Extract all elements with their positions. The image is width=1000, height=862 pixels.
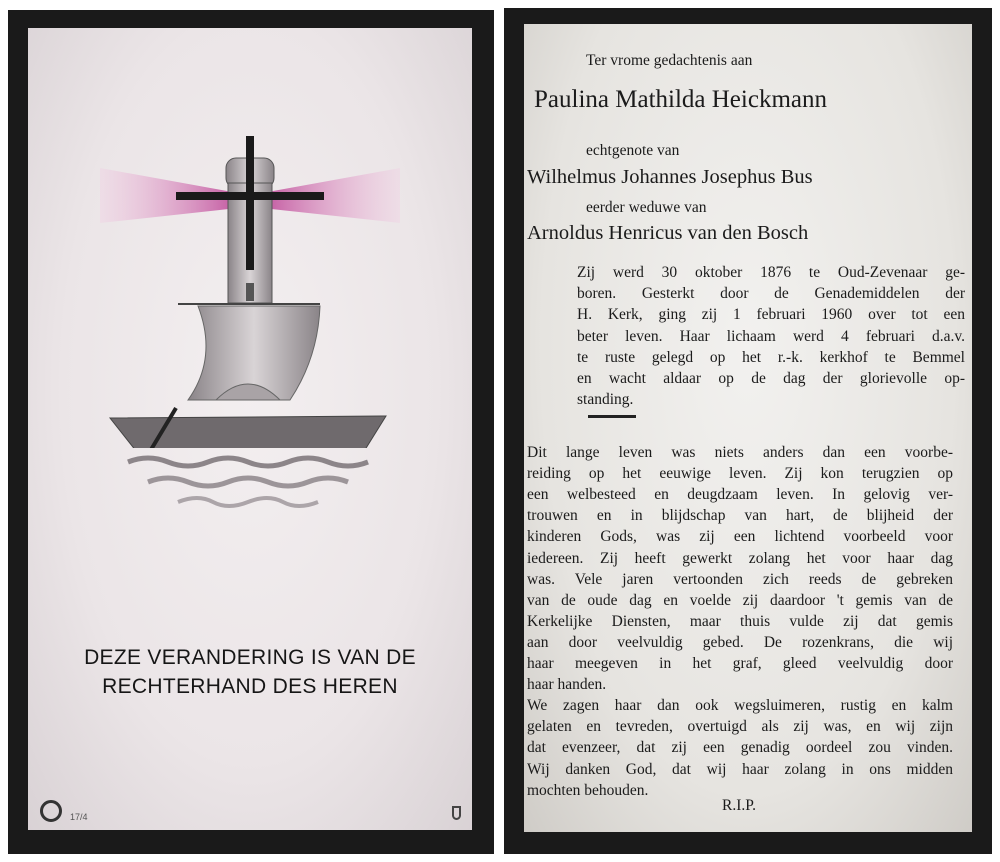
- text-line: haar handen.: [527, 676, 607, 694]
- text-line: en wacht aldaar op de dag der glorievolle op-: [577, 370, 965, 387]
- print-number: 17/4: [70, 812, 88, 822]
- text-line: trouwen en in blijdschap van hart, de blijheid der: [527, 507, 953, 525]
- waves: [28, 448, 472, 528]
- text-line: Dit lange leven was niets anders dan een voorbe-: [527, 444, 953, 461]
- intro-text: Ter vrome gedachtenis aan: [586, 52, 753, 69]
- previous-spouse-name: Arnoldus Henricus van den Bosch: [527, 222, 809, 244]
- text-line: boren. Gesterkt door de Genademiddelen der: [577, 285, 965, 303]
- text-line: te ruste gelegd op het r.-k. kerkhof te Bemmel: [577, 348, 965, 366]
- text-line: mochten behouden.: [527, 781, 649, 799]
- text-line: reiding op het eeuwige leven. Zij kon terugzien op: [527, 465, 953, 483]
- right-card-face: [524, 24, 972, 832]
- text-line: standing.: [577, 391, 634, 409]
- motto-line-1: DEZE VERANDERING IS VAN DE: [84, 646, 416, 669]
- text-line: een welbesteed en deugdzaam leven. In gelovig ver-: [527, 486, 953, 504]
- text-line: Kerkelijke Diensten, maar thuis vulde zij dat gemis: [527, 612, 953, 630]
- text-line: beter leven. Haar lichaam werd 4 februari d.a.v.: [577, 327, 965, 345]
- publisher-logo-icon: [40, 800, 62, 822]
- printer-mark-icon: [452, 806, 461, 820]
- text-line: H. Kerk, ging zij 1 februari 1960 over tot een: [577, 306, 965, 324]
- text-line: Zij werd 30 oktober 1876 te Oud-Zevenaar ge-: [577, 264, 965, 281]
- deceased-name: Paulina Mathilda Heickmann: [534, 86, 827, 113]
- previous-spouse-label: eerder weduwe van: [586, 199, 707, 216]
- text-line: dat evenzeer, dat zij een genadig oordeel zou vinden.: [527, 739, 953, 757]
- cross-vertical: [246, 136, 254, 270]
- text-line: We zagen haar dan ook wegsluimeren, rustig en kalm: [527, 697, 953, 715]
- boat-hull: [110, 416, 386, 448]
- text-line: Wij danken God, dat wij haar zolang in ons midden: [527, 760, 953, 778]
- right-card: [504, 8, 992, 854]
- spouse-name: Wilhelmus Johannes Josephus Bus: [527, 166, 813, 188]
- text-line: gelaten en tevreden, overtuigd als zij was, en wij zijn: [527, 718, 953, 736]
- text-line: kinderen Gods, was zij een lichtend voorbeeld voor: [527, 528, 953, 546]
- text-line: was. Vele jaren vertoonden zich reeds de gebreken: [527, 570, 953, 588]
- text-line: haar meegeven in het graf, gleed veelvuldig door: [527, 655, 953, 672]
- text-line: aan door veelvuldig gebed. De rozenkrans, die wij: [527, 633, 953, 651]
- rip: R.I.P.: [722, 797, 757, 814]
- spouse-label: echtgenote van: [586, 142, 680, 159]
- lighthouse-ship-illustration: [28, 28, 472, 448]
- text-line: iedereen. Zij heeft gewerkt zolang het voor haar dag: [527, 549, 953, 567]
- text-line: van de oude dag en voelde zij daardoor 't gemis van de: [527, 591, 953, 609]
- cross-horizontal: [176, 192, 324, 200]
- left-card: [8, 10, 494, 854]
- motto-line-2: RECHTERHAND DES HEREN: [102, 675, 398, 698]
- divider: [588, 415, 636, 418]
- left-card-face: [28, 28, 472, 830]
